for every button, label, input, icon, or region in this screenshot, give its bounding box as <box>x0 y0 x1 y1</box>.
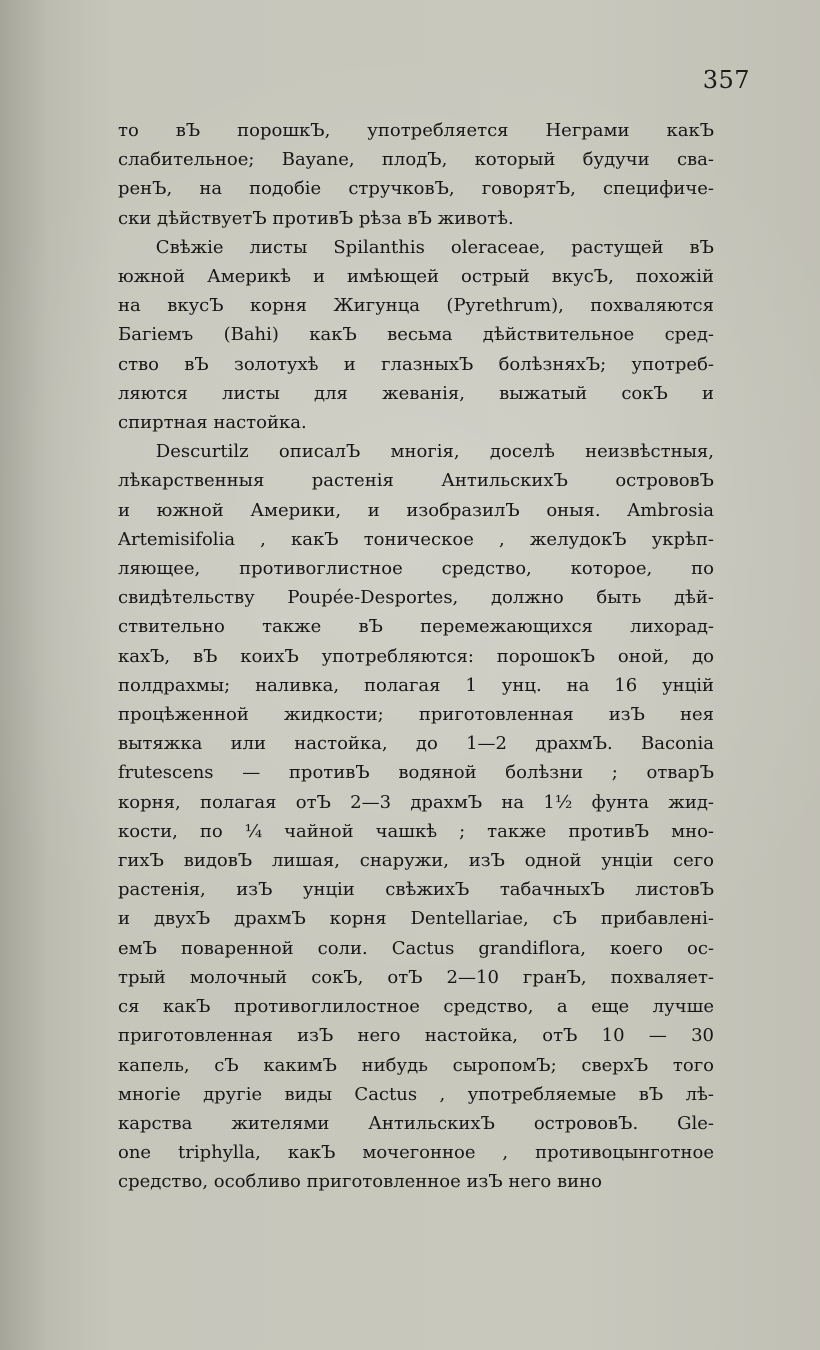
text-line: ствительно также вЪ перемежающихся лихорад- <box>118 616 714 638</box>
text-line: Свѣжіе листы Spilanthis oleraceae, растущей вЪ <box>155 236 714 258</box>
text-line: свидѣтельству Poupée-Desportes, должно быть дѣй- <box>118 587 714 609</box>
text-line: капель, сЪ какимЪ нибудь сыропомЪ; сверхЪ того <box>118 1054 714 1076</box>
text-line: процѣженной жидкости; приготовленная изЪ нея <box>118 704 714 726</box>
text-line: frutescens — противЪ водяной болѣзни ; отварЪ <box>118 762 714 784</box>
text-line: вытяжка или настойка, до 1—2 драхмЪ. Baconia <box>118 733 714 755</box>
text-line: и двухЪ драхмЪ корня Dentellariae, сЪ прибавлені- <box>118 908 714 930</box>
text-line: корня, полагая отЪ 2—3 драхмЪ на 1½ фунта жид- <box>118 791 714 813</box>
text-line: карства жителями АнтильскихЪ острововЪ. Gle- <box>118 1112 714 1134</box>
text-line: гихЪ видовЪ лишая, снаружи, изЪ одной унціи сего <box>118 850 714 872</box>
text-line: на вкусЪ корня Жигунца (Pyrethrum), похваляются <box>118 295 714 317</box>
text-line: трый молочный сокЪ, отЪ 2—10 гранЪ, похваляет- <box>118 966 714 988</box>
paragraph-2 <box>118 233 714 437</box>
text-line: растенія, изЪ унціи свѣжихЪ табачныхЪ листовЪ <box>118 879 714 901</box>
paragraph-3 <box>118 437 714 1196</box>
text-line: кахЪ, вЪ коихЪ употребляются: порошокЪ оной, до <box>118 645 714 667</box>
text-line: ски дѣйствуетЪ противЪ рѣза вЪ животѣ. <box>118 207 514 229</box>
text-line: южной Америкѣ и имѣющей острый вкусЪ, похожій <box>118 266 714 288</box>
text-line: Artemisifolia , какЪ тоническое , желудокЪ укрѣп- <box>118 528 714 550</box>
text-line: ство вЪ золотухѣ и глазныхЪ болѣзняхЪ; употреб- <box>118 353 714 375</box>
text-line: лѣкарственныя растенія АнтильскихЪ острововЪ <box>118 470 714 492</box>
text-line: one triphylla, какЪ мочегонное , противоцынготное <box>118 1142 714 1164</box>
text-line: кости, по ¼ чайной чашкѣ ; также противЪ мно- <box>118 820 714 842</box>
text-line: то вЪ порошкЪ, употребляется Неграми какЪ <box>118 120 714 141</box>
text-line: ся какЪ противоглилостное средство, а еще лучше <box>118 996 714 1018</box>
paragraph-1 <box>118 116 714 233</box>
text-line: многіе другіе виды Cactus , употребляемые вЪ лѣ- <box>118 1083 714 1105</box>
text-line: емЪ поваренной соли. Cactus grandiflora, коего ос- <box>118 937 714 959</box>
text-line: спиртная настойка. <box>118 412 307 434</box>
text-line: ренЪ, на подобіе стручковЪ, говорятЪ, специфиче- <box>118 178 714 200</box>
text-line: и южной Америки, и изобразилЪ оныя. Ambrosia <box>118 499 714 521</box>
text-line: полдрахмы; наливка, полагая 1 унц. на 16 унцій <box>118 674 714 696</box>
text-line: приготовленная изЪ него настойка, отЪ 10 — 30 <box>118 1025 714 1047</box>
page-text <box>118 116 714 1197</box>
text-line: ляются листы для жеванія, выжатый сокЪ и <box>118 382 714 404</box>
text-line: Багіемъ (Bahi) какЪ весьма дѣйствительное сред- <box>118 324 714 346</box>
text-line: слабительное; Bayane, плодЪ, который будучи сва- <box>118 149 714 171</box>
text-line: Descurtilz описалЪ многія, доселѣ неизвѣстныя, <box>155 441 714 463</box>
page-number: 357 <box>702 66 750 94</box>
text-line: средство, особливо приготовленное изЪ него вино <box>118 1171 602 1193</box>
text-line: ляющее, противоглистное средство, которое, по <box>118 558 714 580</box>
